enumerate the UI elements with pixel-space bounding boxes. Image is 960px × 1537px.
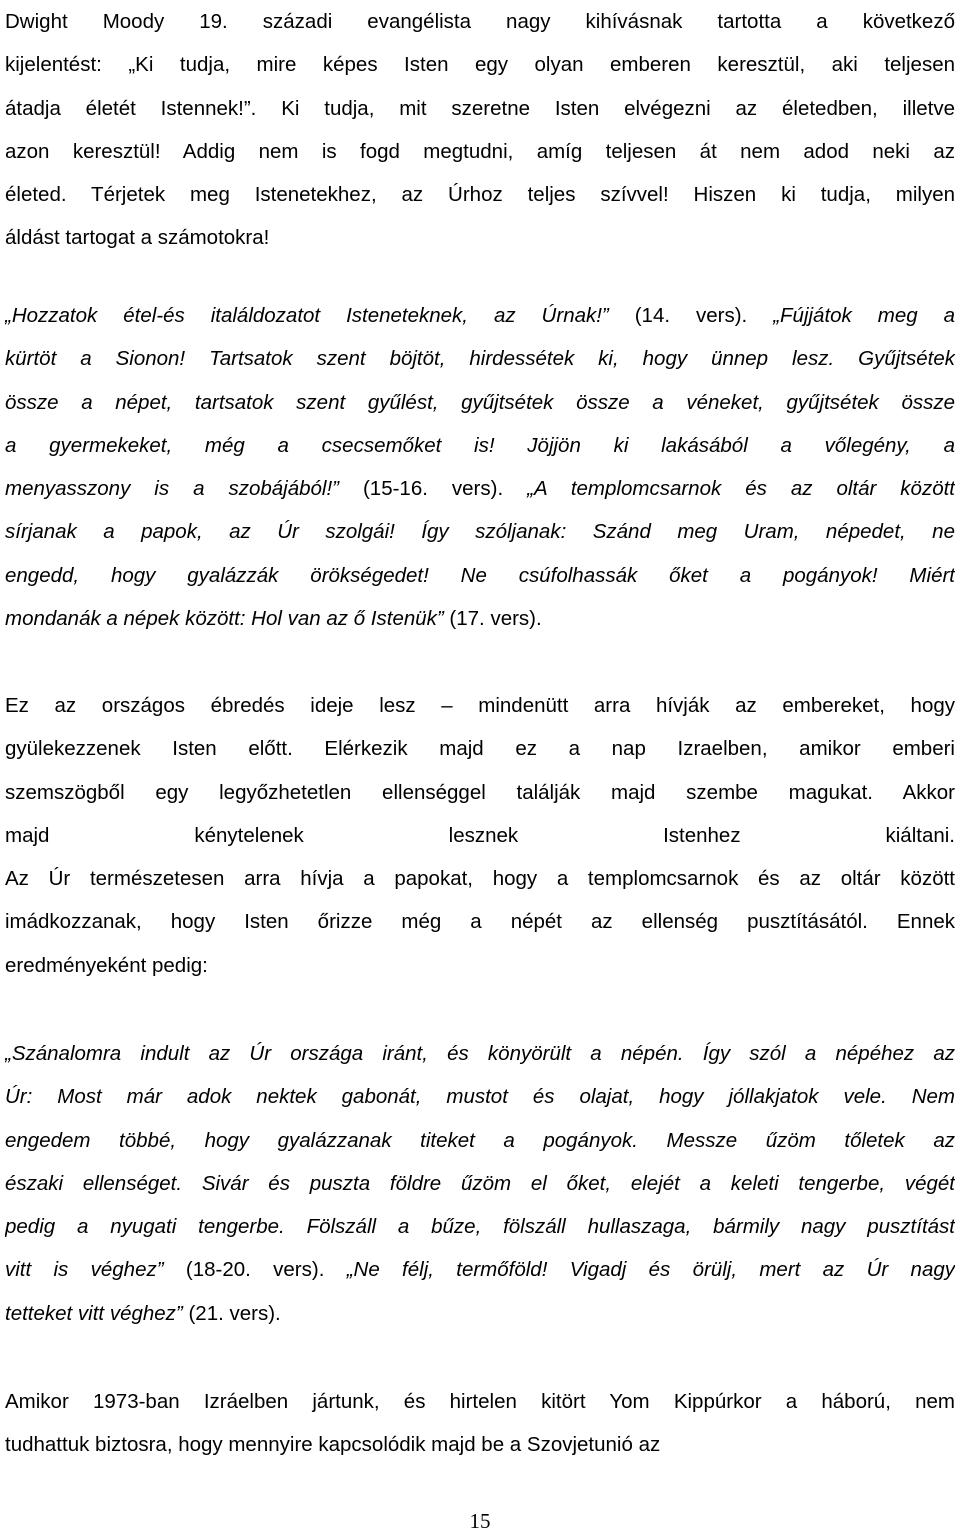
italic-quote-segment: sírjanak a papok, az Úr szolgái! Így szóljanak: Szánd meg Uram, népedet, ne <box>5 520 955 544</box>
italic-quote-segment: vitt is véghez” <box>5 1258 164 1282</box>
italic-quote-segment: össze a népet, tartsatok szent gyűlést, gyűjtsétek össze a véneket, gyűjtsétek össze <box>5 390 955 414</box>
text-line <box>5 216 955 259</box>
italic-quote-segment: menyasszony is a szobájából!” <box>5 477 339 501</box>
text-segment: (14. vers). <box>608 304 774 327</box>
text-line <box>5 1032 955 1075</box>
text-line <box>5 294 955 337</box>
text-segment: Dwight Moody 19. századi evangélista nagy kihívásnak tartotta a következő <box>5 10 955 33</box>
text-line <box>5 43 955 86</box>
text-segment: imádkozzanak, hogy Isten őrizze még a népét az ellenség pusztításától. Ennek <box>5 910 955 934</box>
paragraph-revival <box>5 684 955 987</box>
text-segment: szemszögből egy legyőzhetetlen ellenséggel találják majd szembe magukat. Akkor <box>5 780 955 804</box>
text-line <box>5 1205 955 1248</box>
text-line <box>5 684 955 727</box>
text-segment: átadja életét Istennek!”. Ki tudja, mit szeretne Isten elvégezni az életedben, illetve <box>5 96 955 120</box>
document-page <box>5 0 955 1537</box>
text-line <box>5 944 955 987</box>
italic-quote-segment: „Szánalomra indult az Úr országa iránt, és könyörült a népén. Így szól a népéhez az <box>5 1042 955 1065</box>
italic-quote-segment: pedig a nyugati tengerbe. Fölszáll a bűze, fölszáll hullaszaga, bármily nagy pusztítást <box>5 1215 955 1239</box>
italic-quote-segment: „Hozzatok étel-és italáldozatot Isteneteknek, az Úrnak!” <box>5 304 609 327</box>
text-line <box>5 1248 955 1291</box>
italic-quote-segment: a gyermekeket, még a csecsemőket is! Jöjjön ki lakásából a vőlegény, a <box>5 433 955 457</box>
text-segment: majd kénytelenek lesznek Istenhez kiáltani. <box>5 823 955 847</box>
text-line <box>5 1075 955 1118</box>
italic-quote-segment: Úr: Most már adok nektek gabonát, mustot és olajat, hogy jóllakjatok vele. Nem <box>5 1085 955 1109</box>
text-segment: Az Úr természetesen arra hívja a papokat, hogy a templomcsarnok és az oltár között <box>5 867 955 891</box>
italic-quote-segment: „A templomcsarnok és az oltár között <box>527 477 955 501</box>
text-line <box>5 337 955 380</box>
text-line <box>5 1292 955 1335</box>
text-line <box>5 381 955 424</box>
italic-quote-segment: „Ne félj, termőföld! Vigadj és örülj, mert az Úr nagy <box>346 1258 955 1282</box>
text-line <box>5 1162 955 1205</box>
italic-quote-segment: „Fújjátok meg a <box>773 304 955 327</box>
text-line <box>5 814 955 857</box>
text-line <box>5 467 955 510</box>
text-segment: (18-20. vers). <box>163 1258 347 1282</box>
text-segment: (17. vers). <box>443 607 542 631</box>
text-line <box>5 1423 955 1466</box>
text-line <box>5 857 955 900</box>
italic-quote-segment: mondanák a népek között: Hol van az ő Istenük” <box>5 607 444 631</box>
text-line <box>5 0 955 43</box>
italic-quote-segment: északi ellenséget. Sivár és puszta földre űzöm el őket, elejét a keleti tengerbe, végét <box>5 1171 955 1195</box>
text-segment: (21. vers). <box>182 1301 281 1325</box>
text-line <box>5 554 955 597</box>
text-segment: kijelentést: „Ki tudja, mire képes Isten egy olyan emberen keresztül, aki teljesen <box>5 53 955 77</box>
text-segment: (15-16. vers). <box>339 477 528 501</box>
text-segment: tudhattuk biztosra, hogy mennyire kapcsolódik majd be a Szovjetunió az <box>5 1433 661 1457</box>
italic-quote-segment: tetteket vitt véghez” <box>5 1301 183 1325</box>
paragraph-joel-2-18-21 <box>5 1032 955 1335</box>
paragraph-1973 <box>5 1380 955 1467</box>
italic-quote-segment: kürtöt a Sionon! Tartsatok szent böjtöt, hirdessétek ki, hogy ünnep lesz. Gyűjtsétek <box>5 347 955 371</box>
text-line <box>5 87 955 130</box>
page-number: 15 <box>469 1509 491 1533</box>
text-line <box>5 130 955 173</box>
text-line <box>5 173 955 216</box>
text-line <box>5 1119 955 1162</box>
italic-quote-segment: engedem többé, hogy gyalázzanak titeket a pogányok. Messze űzöm tőletek az <box>5 1128 955 1152</box>
text-line <box>5 510 955 553</box>
text-segment: Amikor 1973-ban Izráelben jártunk, és hirtelen kitört Yom Kippúrkor a háború, nem <box>5 1390 955 1413</box>
text-segment: áldást tartogat a számotokra! <box>5 226 270 250</box>
text-segment: azon keresztül! Addig nem is fogd megtudni, amíg teljesen át nem adod neki az <box>5 139 955 163</box>
text-line <box>5 597 955 640</box>
text-segment: Ez az országos ébredés ideje lesz – mindenütt arra hívják az embereket, hogy <box>5 694 955 717</box>
text-line <box>5 900 955 943</box>
text-segment: életed. Térjetek meg Istenetekhez, az Úrhoz teljes szívvel! Hiszen ki tudja, milyen <box>5 183 955 207</box>
text-line <box>5 424 955 467</box>
text-line <box>5 727 955 770</box>
paragraph-moody-quote <box>5 0 955 260</box>
paragraph-joel-2-14-17 <box>5 294 955 640</box>
text-segment: eredményeként pedig: <box>5 953 208 977</box>
text-line <box>5 771 955 814</box>
text-line <box>5 1380 955 1423</box>
italic-quote-segment: engedd, hogy gyalázzák örökségedet! Ne csúfolhassák őket a pogányok! Miért <box>5 563 955 587</box>
text-segment: gyülekezzenek Isten előtt. Elérkezik majd ez a nap Izraelben, amikor emberi <box>5 737 955 761</box>
